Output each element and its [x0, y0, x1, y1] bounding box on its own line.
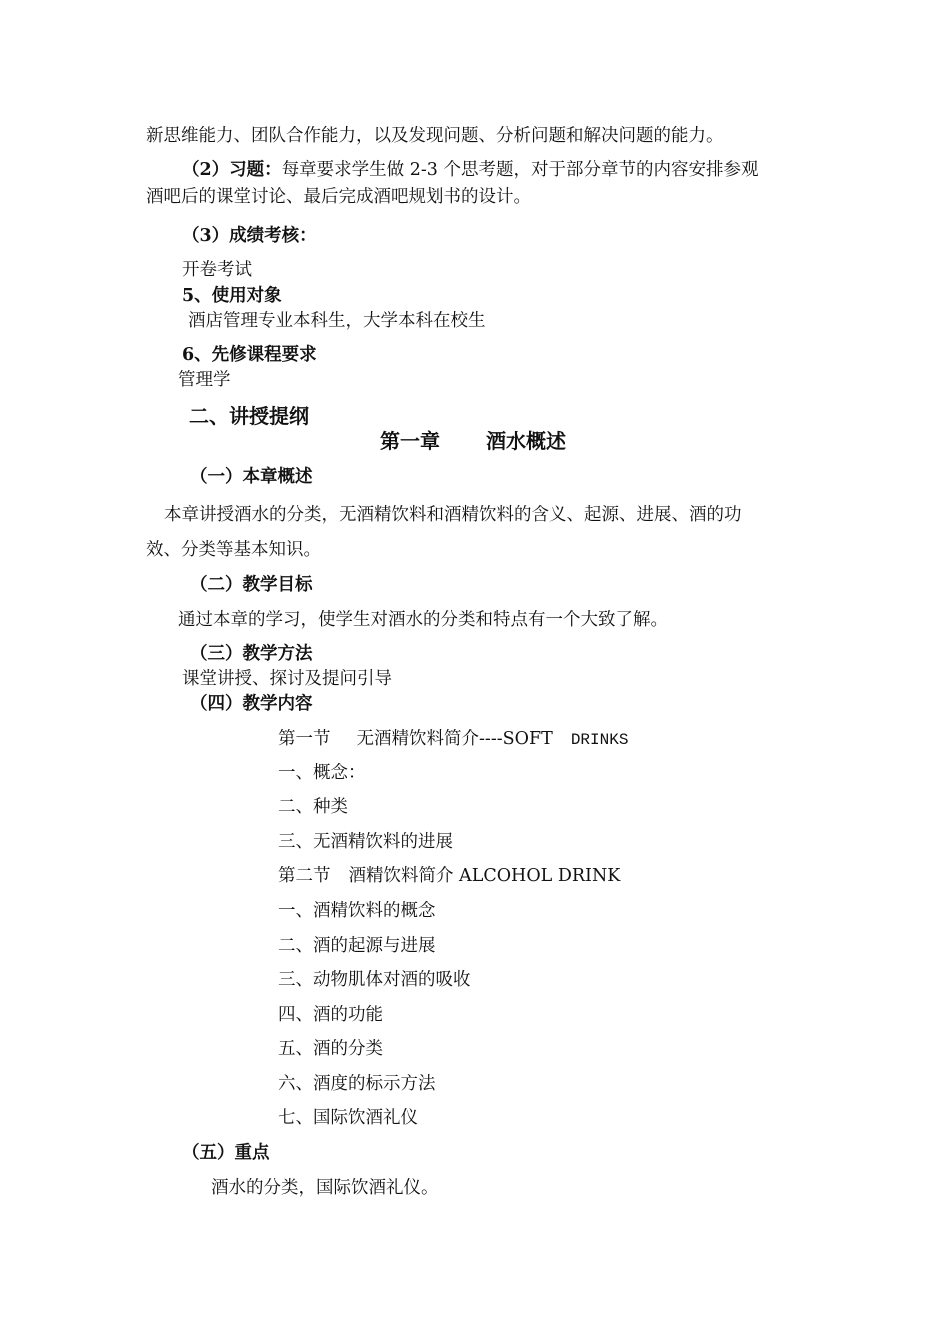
chapter-name: 酒水概述 [486, 429, 566, 453]
list-item: 三、动物肌体对酒的吸收 [278, 970, 471, 990]
section-1-label: 第一节 [278, 729, 331, 749]
intro-tail: 新思维能力、团队合作能力，以及发现问题、分析问题和解决问题的能力。 [146, 126, 724, 146]
section-1-title: 无酒精饮料简介----SOFT [356, 729, 553, 749]
exercises-text: 每章要求学生做 2-3 个思考题，对于部分章节的内容安排参观 [281, 160, 759, 180]
list-item: 二、酒的起源与进展 [278, 936, 436, 956]
overview-text-2: 效、分类等基本知识。 [146, 540, 321, 560]
exercises-label: （2）习题： [182, 160, 282, 180]
list-item: 一、概念： [278, 763, 366, 783]
section-1-title-en: DRINKS [570, 731, 629, 749]
prerequisite-heading: 6、先修课程要求 [182, 345, 317, 365]
list-item: 二、种类 [278, 797, 348, 817]
key-points-heading: （五）重点 [182, 1143, 270, 1163]
key-points-text: 酒水的分类，国际饮酒礼仪。 [211, 1178, 439, 1198]
section-2-heading [278, 864, 620, 888]
goals-heading: （二）教学目标 [190, 575, 313, 595]
prerequisite-value: 管理学 [178, 370, 231, 390]
audience-value: 酒店管理专业本科生，大学本科在校生 [188, 311, 486, 331]
assessment-value: 开卷考试 [182, 260, 252, 280]
methods-text: 课堂讲授、探讨及提问引导 [182, 669, 392, 689]
content-heading: （四）教学内容 [190, 694, 313, 714]
list-item: 七、国际饮酒礼仪 [278, 1108, 418, 1128]
overview-text-1: 本章讲授酒水的分类，无酒精饮料和酒精饮料的含义、起源、进展、酒的功 [164, 505, 742, 525]
audience-heading: 5、使用对象 [182, 286, 282, 306]
methods-heading: （三）教学方法 [190, 644, 313, 664]
exercises-text-2: 酒吧后的课堂讨论、最后完成酒吧规划书的设计。 [146, 187, 531, 207]
assessment-label: （3）成绩考核： [182, 226, 317, 246]
overview-heading: （一）本章概述 [190, 467, 313, 487]
chapter-number: 第一章 [380, 429, 440, 453]
goals-text: 通过本章的学习，使学生对酒水的分类和特点有一个大致了解。 [178, 610, 668, 630]
list-item: 四、酒的功能 [278, 1005, 383, 1025]
section-title: 二、讲授提纲 [189, 404, 309, 428]
section-2-title: 酒精饮料简介 ALCOHOL DRINK [348, 866, 621, 886]
list-item: 六、酒度的标示方法 [278, 1074, 436, 1094]
section-1-heading [278, 727, 628, 752]
list-item: 五、酒的分类 [278, 1039, 383, 1059]
section-2-label: 第二节 [278, 866, 331, 886]
list-item: 三、无酒精饮料的进展 [278, 832, 453, 852]
list-item: 一、酒精饮料的概念 [278, 901, 436, 921]
chapter-title [380, 429, 566, 453]
exercises-line [182, 158, 759, 182]
